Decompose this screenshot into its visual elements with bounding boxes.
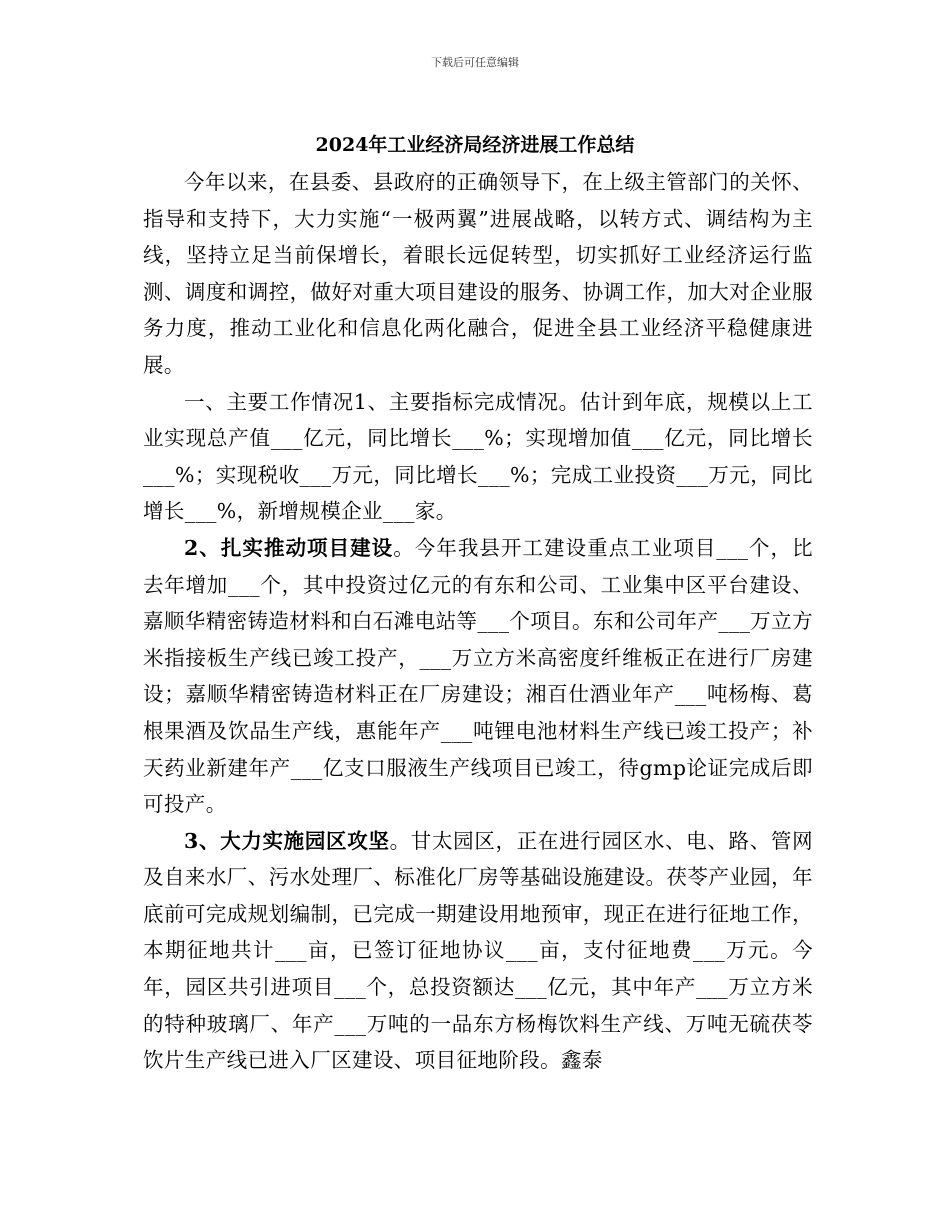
- paragraph-text: 一、主要工作情况1、主要指标完成情况。估计到年底，规模以上工业实现总产值___亿元，同比增长___%；实现增加值___亿元，同比增长___%；实现税收___万元，同比增长___%；完成工业投资___万元，同比增长___%，新增规模企业___家。: [143, 389, 814, 524]
- paragraph-heading: 2、扎实推动项目建设: [184, 535, 394, 560]
- paragraph-text: 。甘太园区，正在进行园区水、电、路、管网及自来水厂、污水处理厂、标准化厂房等基础设施建设。茯苓产业园，年底前可完成规划编制，已完成一期建设用地预审，现正在进行征地工作，本期征地共计___亩，已签订征地协议___亩，支付征地费___万元。今年，园区共引进项目___个，总投资额达___亿元，其中年产___万立方米的特种玻璃厂、年产___万吨的一品东方杨梅饮料生产线、万吨无硫茯苓饮片生产线已进入厂区建设、项目征地阶段。鑫泰: [143, 828, 814, 1073]
- document-body: [143, 164, 813, 1079]
- paragraph-heading: 3、大力实施园区攻坚: [184, 828, 390, 853]
- paragraph-park-development: [143, 823, 813, 1079]
- paragraph-text: 今年以来，在县委、县政府的正确领导下，在上级主管部门的关怀、指导和支持下，大力实施“一极两翼”进展战略，以转方式、调结构为主线，坚持立足当前保增长，着眼长远促转型，切实抓好工业经济运行监测、调度和调控，做好对重大项目建设的服务、协调工作，加大对企业服务力度，推动工业化和信息化两化融合，促进全县工业经济平稳健康进展。: [143, 170, 813, 377]
- document-title: 2024年工业经济局经济进展工作总结: [315, 134, 635, 156]
- paragraph-text: 。今年我县开工建设重点工业项目___个，比去年增加___个，其中投资过亿元的有东和公司、工业集中区平台建设、嘉顺华精密铸造材料和白石滩电站等___个项目。东和公司年产___万立方米指接板生产线已竣工投产，___万立方米高密度纤维板正在进行厂房建设；嘉顺华精密铸造材料正在厂房建设；湘百仕酒业年产___吨杨梅、葛根果酒及饮品生产线，惠能年产___吨锂电池材料生产线已竣工投产；补天药业新建年产___亿支口服液生产线项目已竣工，待gmp论证完成后即可投产。: [143, 535, 814, 817]
- paragraph-main-indicators: [143, 384, 813, 530]
- header-note: 下载后可任意编辑: [431, 56, 519, 69]
- paragraph-intro: [143, 164, 813, 384]
- paragraph-project-construction: [143, 530, 813, 823]
